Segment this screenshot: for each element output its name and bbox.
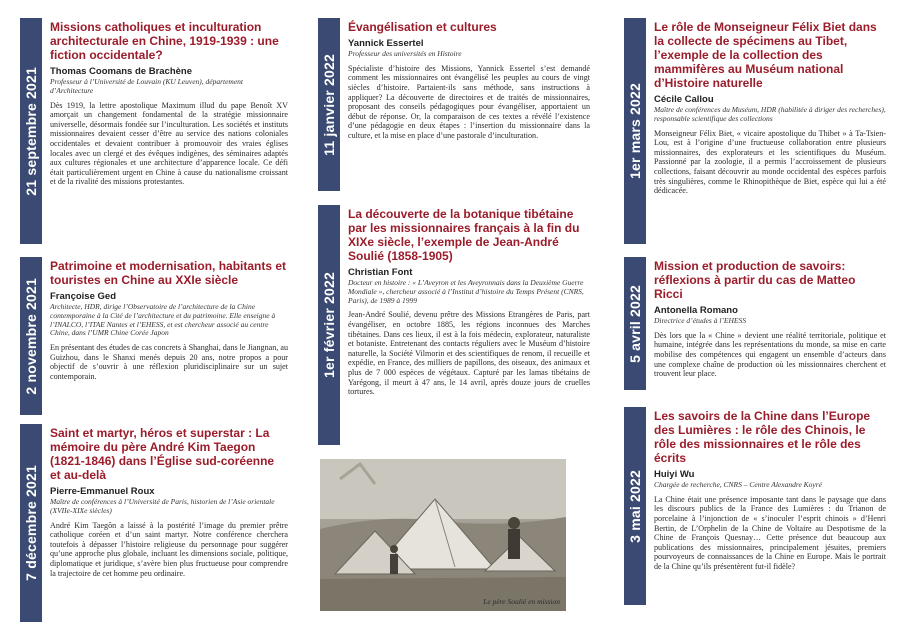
event-speaker: Christian Font — [348, 267, 413, 278]
event-11-janvier-2022 — [318, 18, 590, 191]
event-affiliation: Maître de conférences à l’Université de Paris, historien de l’Asie orientale (XVIIe-XIXe siècles) — [50, 497, 275, 515]
event-speaker: Françoise Ged — [50, 291, 116, 302]
event-description: Jean-André Soulié, devenu prêtre des Missions Etrangères de Paris, part évangéliser, en octobre 1885, les régions inconnues des Marches tibétaines. Dans ces lieux, il est à la fois médecin, explorateur, naturaliste et botaniste. Entretenant des contacts réguliers avec le Muséum d’histoire naturelle, la Société Vilmorin et des scientifiques de renom, il recueille et expédie, en France, des milliers de papillons, des oiseaux, des animaux et plus de 7 000 espèces de végétaux. Capturé par les lamas tibétains de Yarégong, il meurt à 47 ans, le 14 avril, après douze jours de cruelles tortures. — [348, 310, 590, 397]
event-date: 5 avril 2022 — [627, 284, 643, 363]
photo-tent-expedition-icon — [320, 459, 566, 611]
photo-caption: Le père Soulié en mission — [483, 597, 560, 606]
event-description: En présentant des études de cas concrets à Shanghai, dans le Jiangnan, au Guizhou, dans le Shanxi menés depuis 20 ans, notre propos a pour objectif de s’ouvrir à une réflexion pluridisciplinaire sur un sujet contemporain. — [50, 343, 288, 381]
event-speaker: Yannick Essertel — [348, 38, 424, 49]
date-bar — [20, 257, 42, 415]
event-date: 1er février 2022 — [321, 272, 337, 378]
event-date: 21 septembre 2021 — [23, 66, 39, 196]
event-affiliation: Docteur en histoire : « L’Aveyron et les Aveyronnais dans la Deuxième Guerre Mondiale », chercheur associé à l’Institut d’histoire du Temps Présent (CNRS, Paris), de 1989 à 1999 — [348, 278, 584, 305]
event-speaker: Cécile Callou — [654, 94, 714, 105]
event-title: Évangélisation et cultures — [348, 20, 497, 34]
event-description: Monseigneur Félix Biet, « vicaire apostolique du Thibet » à Ta-Tsien-Lou, est à l’origine d’une fructueuse collaboration entre plusieurs missionnaires, des explorateurs et les scientifiques du Muséum. Passionné par la zoologie, il a permis l’accroissement de plusieurs collections, faisant découvrir au monde occidental des espèces parfois très singulières, comme le Rhinopithèque de Biet, espèce qui lui a été dédicacée. — [654, 128, 886, 196]
event-speaker: Huiyi Wu — [654, 469, 695, 480]
event-affiliation: Maître de conférences du Muséum, HDR (habilitée à diriger des recherches), responsable scientifique des collections — [654, 105, 886, 123]
date-bar — [624, 18, 646, 244]
column-3 — [624, 0, 886, 641]
event-title: La découverte de la botanique tibétaine par les missionnaires français à la fin du XIXe siècle, l’exemple de Jean-André Soulié (1858-1905) — [348, 207, 580, 263]
event-date: 3 mai 2022 — [627, 469, 643, 543]
column-1 — [20, 0, 288, 641]
event-speaker: Pierre-Emmanuel Roux — [50, 486, 155, 497]
event-title: Missions catholiques et inculturation architecturale en Chine, 1919-1939 : une fiction occidentale? — [50, 20, 279, 62]
event-title: Saint et martyr, héros et superstar : La mémoire du père André Kim Taegon (1821-1846) dans l’Église sud-coréenne et au-delà — [50, 426, 275, 482]
event-21-septembre-2021 — [20, 18, 288, 244]
date-bar — [624, 407, 646, 605]
event-1er-fevrier-2022 — [318, 205, 590, 445]
event-description: La Chine était une présence imposante tant dans le paysage que dans les discours publics de la France des Lumières : du Trianon de porcelaine à l’injonction de « s’inoculer l’esprit chinois » d’Henri Bertin, de L’Orphelin de la Chine de Voltaire au Despotisme de la Chine de François Quesnay… Cette présence dut beaucoup aux publications des missionnaires, principalement jésuites, premiers pourvoyeurs de connaissances de la Chine en Europe. Mais le portrait de la Chine qu’ils présentèrent fut-il fidèle? — [654, 494, 886, 571]
event-3-mai-2022 — [624, 407, 886, 605]
event-speaker: Antonella Romano — [654, 305, 738, 316]
date-bar — [20, 424, 42, 622]
date-bar — [318, 205, 340, 445]
event-2-novembre-2021 — [20, 257, 288, 415]
event-affiliation: Chargée de recherche, CNRS – Centre Alexandre Koyré — [654, 480, 823, 489]
event-description: André Kim Taegŏn a laissé à la postérité l’image du premier prêtre catholique coréen et d’un saint martyr. Notre conférence cherchera toutefois à dépasser l’histoire religieuse du personnage pour suggérer qu’une approche plus globale, incluant les dimensions sociale, politique, diplomatique et juridique, s’avère bien plus fructueuse pour comprendre la trajectoire de cet homme peu ordinaire. — [50, 520, 288, 578]
date-bar — [20, 18, 42, 244]
date-bar — [318, 18, 340, 191]
event-5-avril-2022 — [624, 257, 886, 390]
event-date: 2 novembre 2021 — [23, 277, 39, 395]
event-date: 7 décembre 2021 — [23, 465, 39, 581]
event-affiliation: Professeur à l’Université de Louvain (KU Leuven), département d’Architecture — [50, 77, 244, 95]
event-title: Patrimoine et modernisation, habitants et touristes en Chine au XXIe siècle — [50, 259, 287, 287]
event-title: Les savoirs de la Chine dans l’Europe des Lumières : le rôle des Chinois, le rôle des missionnaires et le rôle des écrits — [654, 409, 871, 465]
event-description: Spécialiste d’histoire des Missions, Yannick Essertel s’est demandé comment les missionnaires ont évangélisé les peuples au cours de vingt siècles d’histoire. Partaient-ils sans méthode, sans instructions à appliquer? La découverte de directoires et de traités de missionnaires, proposant des conseils pédagogiques pour évangéliser, apportaient un début de réponse. Or, la comparaison de ces textes a révélé l’existence d’une pédagogie en deux étapes : l’insertion du missionnaire dans la culture, et la mise en place d’une pastorale d’inculturation. — [348, 63, 590, 140]
event-affiliation: Architecte, HDR, dirige l’Observatoire de l’architecture de la Chine contemporaine à la Cité de l’architecture et du patrimoine. Elle enseigne à l’INALCO, l’ITAE Nantes et l’EHESS, et est chercheur associé au centre Chine, dans l’UMR Chine Corée Japon — [50, 302, 276, 338]
event-7-decembre-2021 — [20, 424, 288, 622]
event-date: 1er mars 2022 — [627, 82, 643, 179]
date-bar — [624, 257, 646, 390]
event-description: Dès 1919, la lettre apostolique Maximum illud du pape Benoît XV amorçait un changement fondamental de la stratégie missionnaire universelle, désormais fondée sur l’inculturation. Les sociétés et instituts missionnaires devaient cesser d’être au service des nations coloniales occidentales et devaient contribuer à promouvoir des vraies églises locales avec un clergé et des évêques indigènes, des séminaires adaptés aux cultures régionales et une architecture d’apparence locale. Ce défi était particulièrement urgent en Chine à cause du nationalisme croissant et de la rivalité des missions protestantes. — [50, 100, 288, 187]
event-title: Mission et production de savoirs: réflexions à partir du cas de Matteo Ricci — [654, 259, 856, 301]
event-affiliation: Professeur des universités en Histoire — [348, 49, 462, 58]
event-date: 11 janvier 2022 — [321, 53, 337, 156]
event-title: Le rôle de Monseigneur Félix Biet dans la collecte de spécimens au Tibet, l’exemple de la collection des mammifères au Muséum national d’Histoire naturelle — [654, 20, 877, 90]
event-affiliation: Directrice d’études à l’EHESS — [654, 316, 746, 325]
event-description: Dès lors que la « Chine » devient une réalité territoriale, politique et humaine, intégrée dans les représentations du monde, sa mise en carte mobilise des compétences qui engagent un ensemble d’acteurs dans une complexe chaîne de production où les missionnaires cherchent et trouvent leur place. — [654, 330, 886, 379]
photo-soulie-mission — [320, 459, 566, 611]
event-speaker: Thomas Coomans de Brachène — [50, 66, 193, 77]
event-1er-mars-2022 — [624, 18, 886, 244]
